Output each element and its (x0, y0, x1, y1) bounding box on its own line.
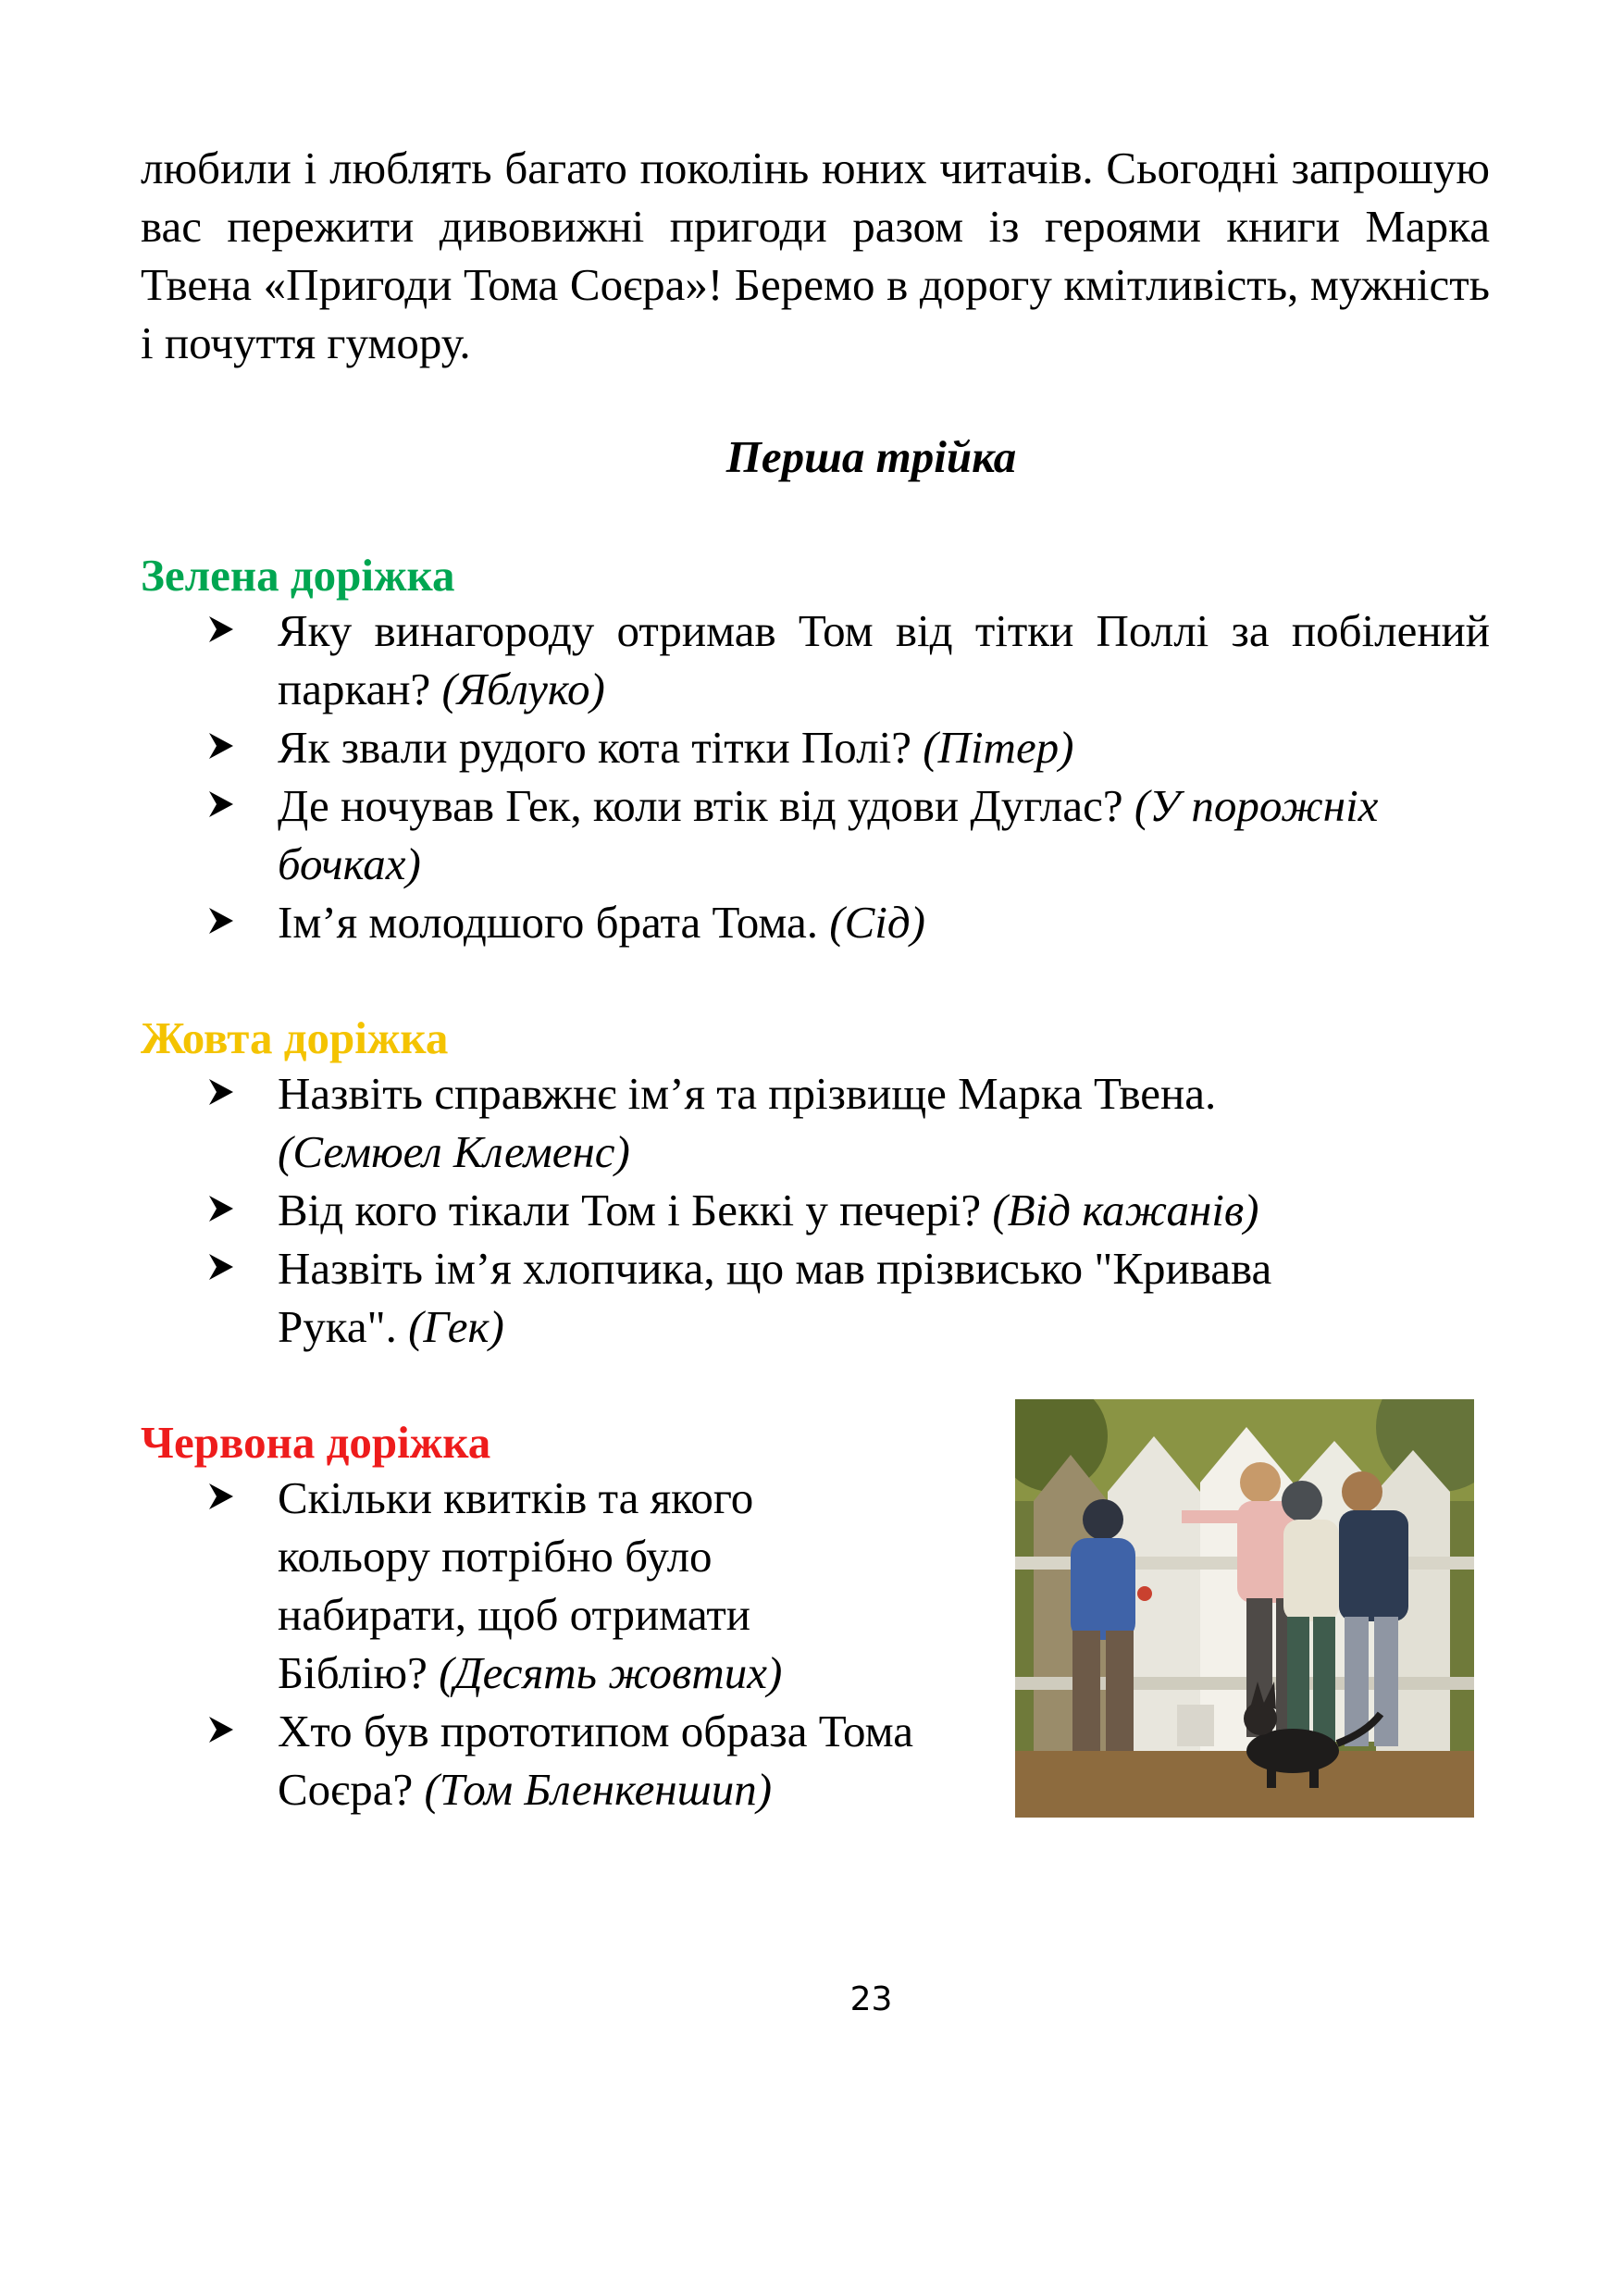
list-item (202, 893, 1490, 951)
illustration-image (1015, 1399, 1474, 1818)
track-list-red (202, 1469, 998, 1818)
question-text: Скільки квитків та якого кольору потрібно було набирати, щоб отримати Біблію? (278, 1472, 754, 1698)
arrow-bullet-icon (207, 1482, 235, 1511)
arrow-bullet-icon (207, 906, 235, 936)
list-item (202, 602, 1490, 718)
answer-text: (Сід) (829, 897, 925, 948)
question-text: Яку винагороду отримав Том від тітки Поллі за побілений паркан? (278, 605, 1490, 714)
arrow-bullet-icon (207, 614, 235, 644)
arrow-bullet-icon (207, 1194, 235, 1223)
track-list-yellow (202, 1064, 1405, 1356)
question-text: Де ночував Гек, коли втік від удови Дуглас? (278, 780, 1134, 831)
track-title-red: Червона доріжка (141, 1417, 491, 1468)
list-item (202, 1702, 999, 1818)
arrow-bullet-icon (207, 731, 235, 761)
question-text: Як звали рудого кота тітки Полі? (278, 722, 924, 773)
question-text: Назвіть справжнє ім’я та прізвище Марка Твена. (278, 1068, 1217, 1119)
list-item (202, 1181, 1405, 1239)
list-item (202, 1064, 1342, 1181)
answer-text: (Від кажанів) (992, 1185, 1259, 1235)
answer-text: (Десять жовтих) (439, 1647, 783, 1698)
question-text: Ім’я молодшого брата Тома. (278, 897, 830, 948)
painting-fence-illustration (1015, 1399, 1474, 1818)
track-list-green (202, 602, 1490, 951)
answer-text: (Пітер) (923, 722, 1074, 773)
arrow-bullet-icon (207, 1077, 235, 1107)
question-text: Назвіть ім’я хлопчика, що мав прізвисько "Кривава Рука". (278, 1243, 1272, 1352)
list-item (202, 1239, 1342, 1356)
page-number: 23 (849, 1980, 893, 2018)
arrow-bullet-icon (207, 1715, 235, 1744)
section-heading: Перша трійка (725, 431, 1017, 482)
answer-text: (Том Бленкеншип) (424, 1764, 773, 1815)
question-text: Від кого тікали Том і Беккі у печері? (278, 1185, 993, 1235)
intro-paragraph: любили і люблять багато поколінь юних читачів. Сьогодні запрошую вас пережити дивовижні пригоди разом із героями книги Марка Твена «Пригоди Тома Соєра»! Беремо в дорогу кмітливість, мужність і почуття гумору. (141, 143, 1490, 368)
answer-text: (Семюел Клеменс) (278, 1126, 630, 1177)
answer-text: (Яблуко) (441, 664, 605, 714)
answer-text: (Гек) (408, 1301, 504, 1352)
list-item (202, 776, 1388, 893)
list-item (202, 1469, 888, 1702)
list-item (202, 718, 1490, 776)
track-title-yellow: Жовта доріжка (141, 1012, 449, 1063)
question-text: Хто був прототипом образа Тома Соєра? (278, 1706, 914, 1815)
track-title-green: Зелена доріжка (141, 550, 455, 601)
arrow-bullet-icon (207, 1252, 235, 1282)
answer-text: (У порожніх бочках) (278, 780, 1379, 889)
arrow-bullet-icon (207, 789, 235, 819)
